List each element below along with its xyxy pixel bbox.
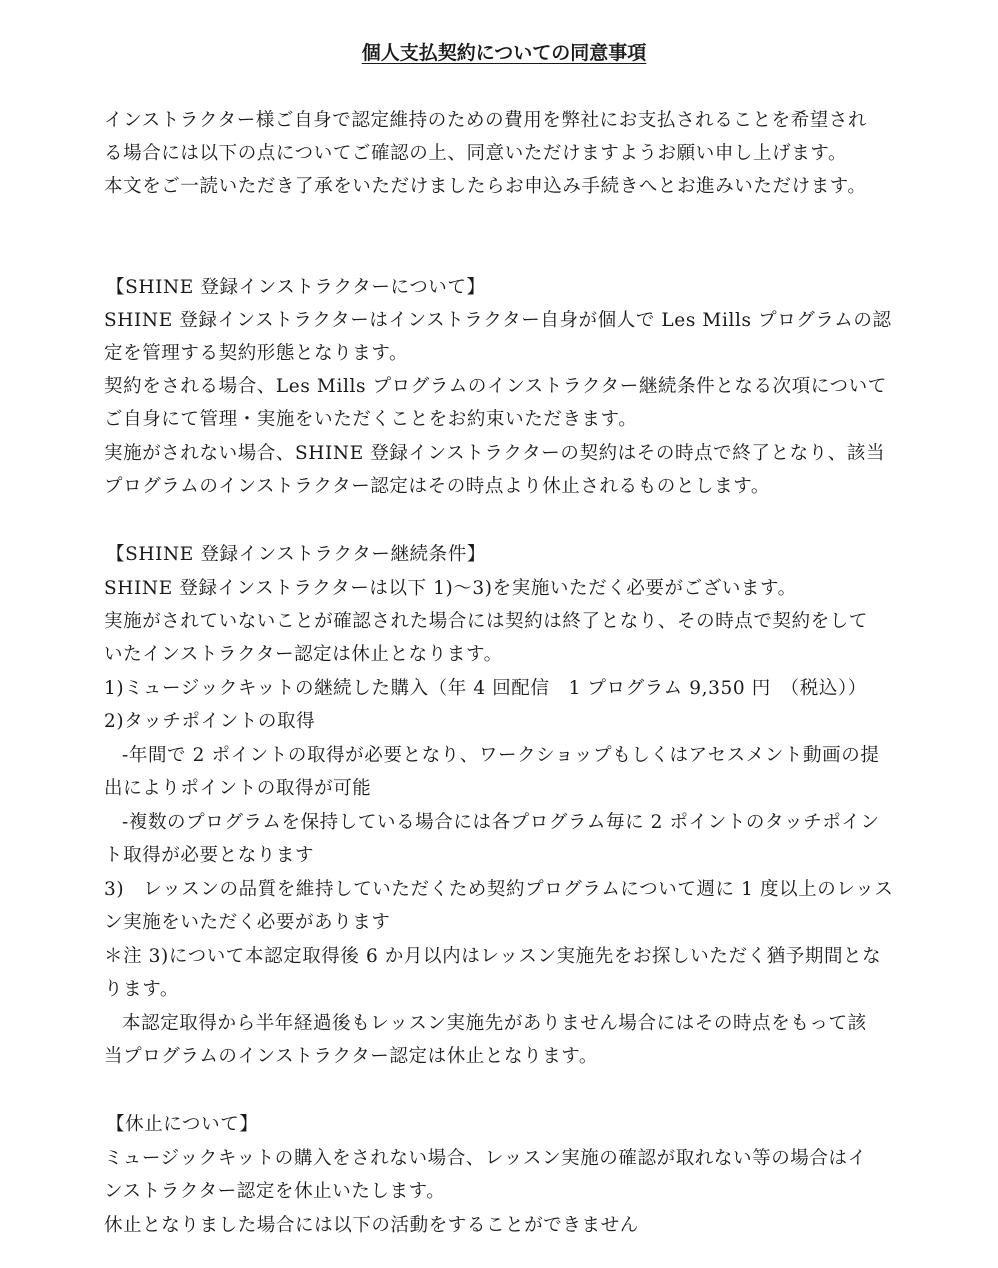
body-line: -複数のプログラムを保持している場合には各プログラム毎に 2 ポイントのタッチポイン — [122, 812, 880, 833]
body-line: ト取得が必要となります — [104, 845, 315, 866]
intro-line: 本文をご一読いただき了承をいただけましたらお申込み手続きへとお進みいただけます。 — [104, 176, 867, 197]
body-line: ります。 — [104, 979, 179, 1000]
intro-line: る場合には以下の点についてご確認の上、同意いただけますようお願い申し上げます。 — [104, 143, 848, 164]
body-line: SHINE 登録インストラクターはインストラクター自身が個人で Les Mills プログラムの認 — [104, 310, 892, 331]
body-line: 契約をされる場合、Les Mills プログラムのインストラクター継続条件となる次項について — [104, 376, 887, 397]
body-line: 出によりポイントの取得が可能 — [104, 778, 372, 799]
body-line: 1)ミュージックキットの継続した購入（年 4 回配信 1 プログラム 9,350 円 （税込）） — [104, 678, 867, 699]
body-line: プログラムのインストラクター認定はその時点より休止されるものとします。 — [104, 476, 770, 497]
body-line: ミュージックキットの購入をされない場合、レッスン実施の確認が取れない等の場合はイ — [104, 1148, 867, 1169]
body-line: 当プログラムのインストラクター認定は休止となります。 — [104, 1046, 599, 1067]
body-line: SHINE 登録インストラクターは以下 1)〜3)を実施いただく必要がございます。 — [104, 578, 797, 599]
body-line: 休止となりました場合には以下の活動をすることができません — [104, 1215, 639, 1236]
body-line: 3) レッスンの品質を維持していただくため契約プログラムについて週に 1 度以上のレッス — [104, 879, 894, 900]
body-line: ン実施をいただく必要があります — [104, 912, 391, 933]
body-line: 実施がされていないことが確認された場合には契約は終了となり、その時点で契約をして — [104, 611, 869, 632]
body-line: -年間で 2 ポイントの取得が必要となり、ワークショップもしくはアセスメント動画の提 — [122, 745, 880, 766]
body-line: 実施がされない場合、SHINE 登録インストラクターの契約はその時点で終了となり、該当 — [104, 443, 886, 464]
body-line: ご自身にて管理・実施をいただくことをお約束いただきます。 — [104, 409, 638, 430]
body-line: いたインストラクター認定は休止となります。 — [104, 644, 503, 665]
section-heading-continuation-conditions: 【SHINE 登録インストラクター継続条件】 — [106, 544, 486, 565]
section-heading-suspension: 【休止について】 — [106, 1114, 259, 1135]
section-heading-shine-instructor: 【SHINE 登録インストラクターについて】 — [106, 277, 486, 298]
body-line: ンストラクター認定を休止いたします。 — [104, 1181, 446, 1202]
body-line: 2)タッチポイントの取得 — [104, 711, 316, 732]
body-line: 定を管理する契約形態となります。 — [104, 343, 409, 364]
body-line: 本認定取得から半年経過後もレッスン実施先がありません場合にはその時点をもって該 — [122, 1013, 867, 1034]
intro-line: インストラクター様ご自身で認定維持のための費用を弊社にお支払されることを希望され — [104, 110, 868, 131]
body-line: ＊注 3)について本認定取得後 6 か月以内はレッスン実施先をお探しいただく猶予期間とな — [104, 946, 882, 967]
document-title: 個人支払契約についての同意事項 — [361, 42, 647, 64]
